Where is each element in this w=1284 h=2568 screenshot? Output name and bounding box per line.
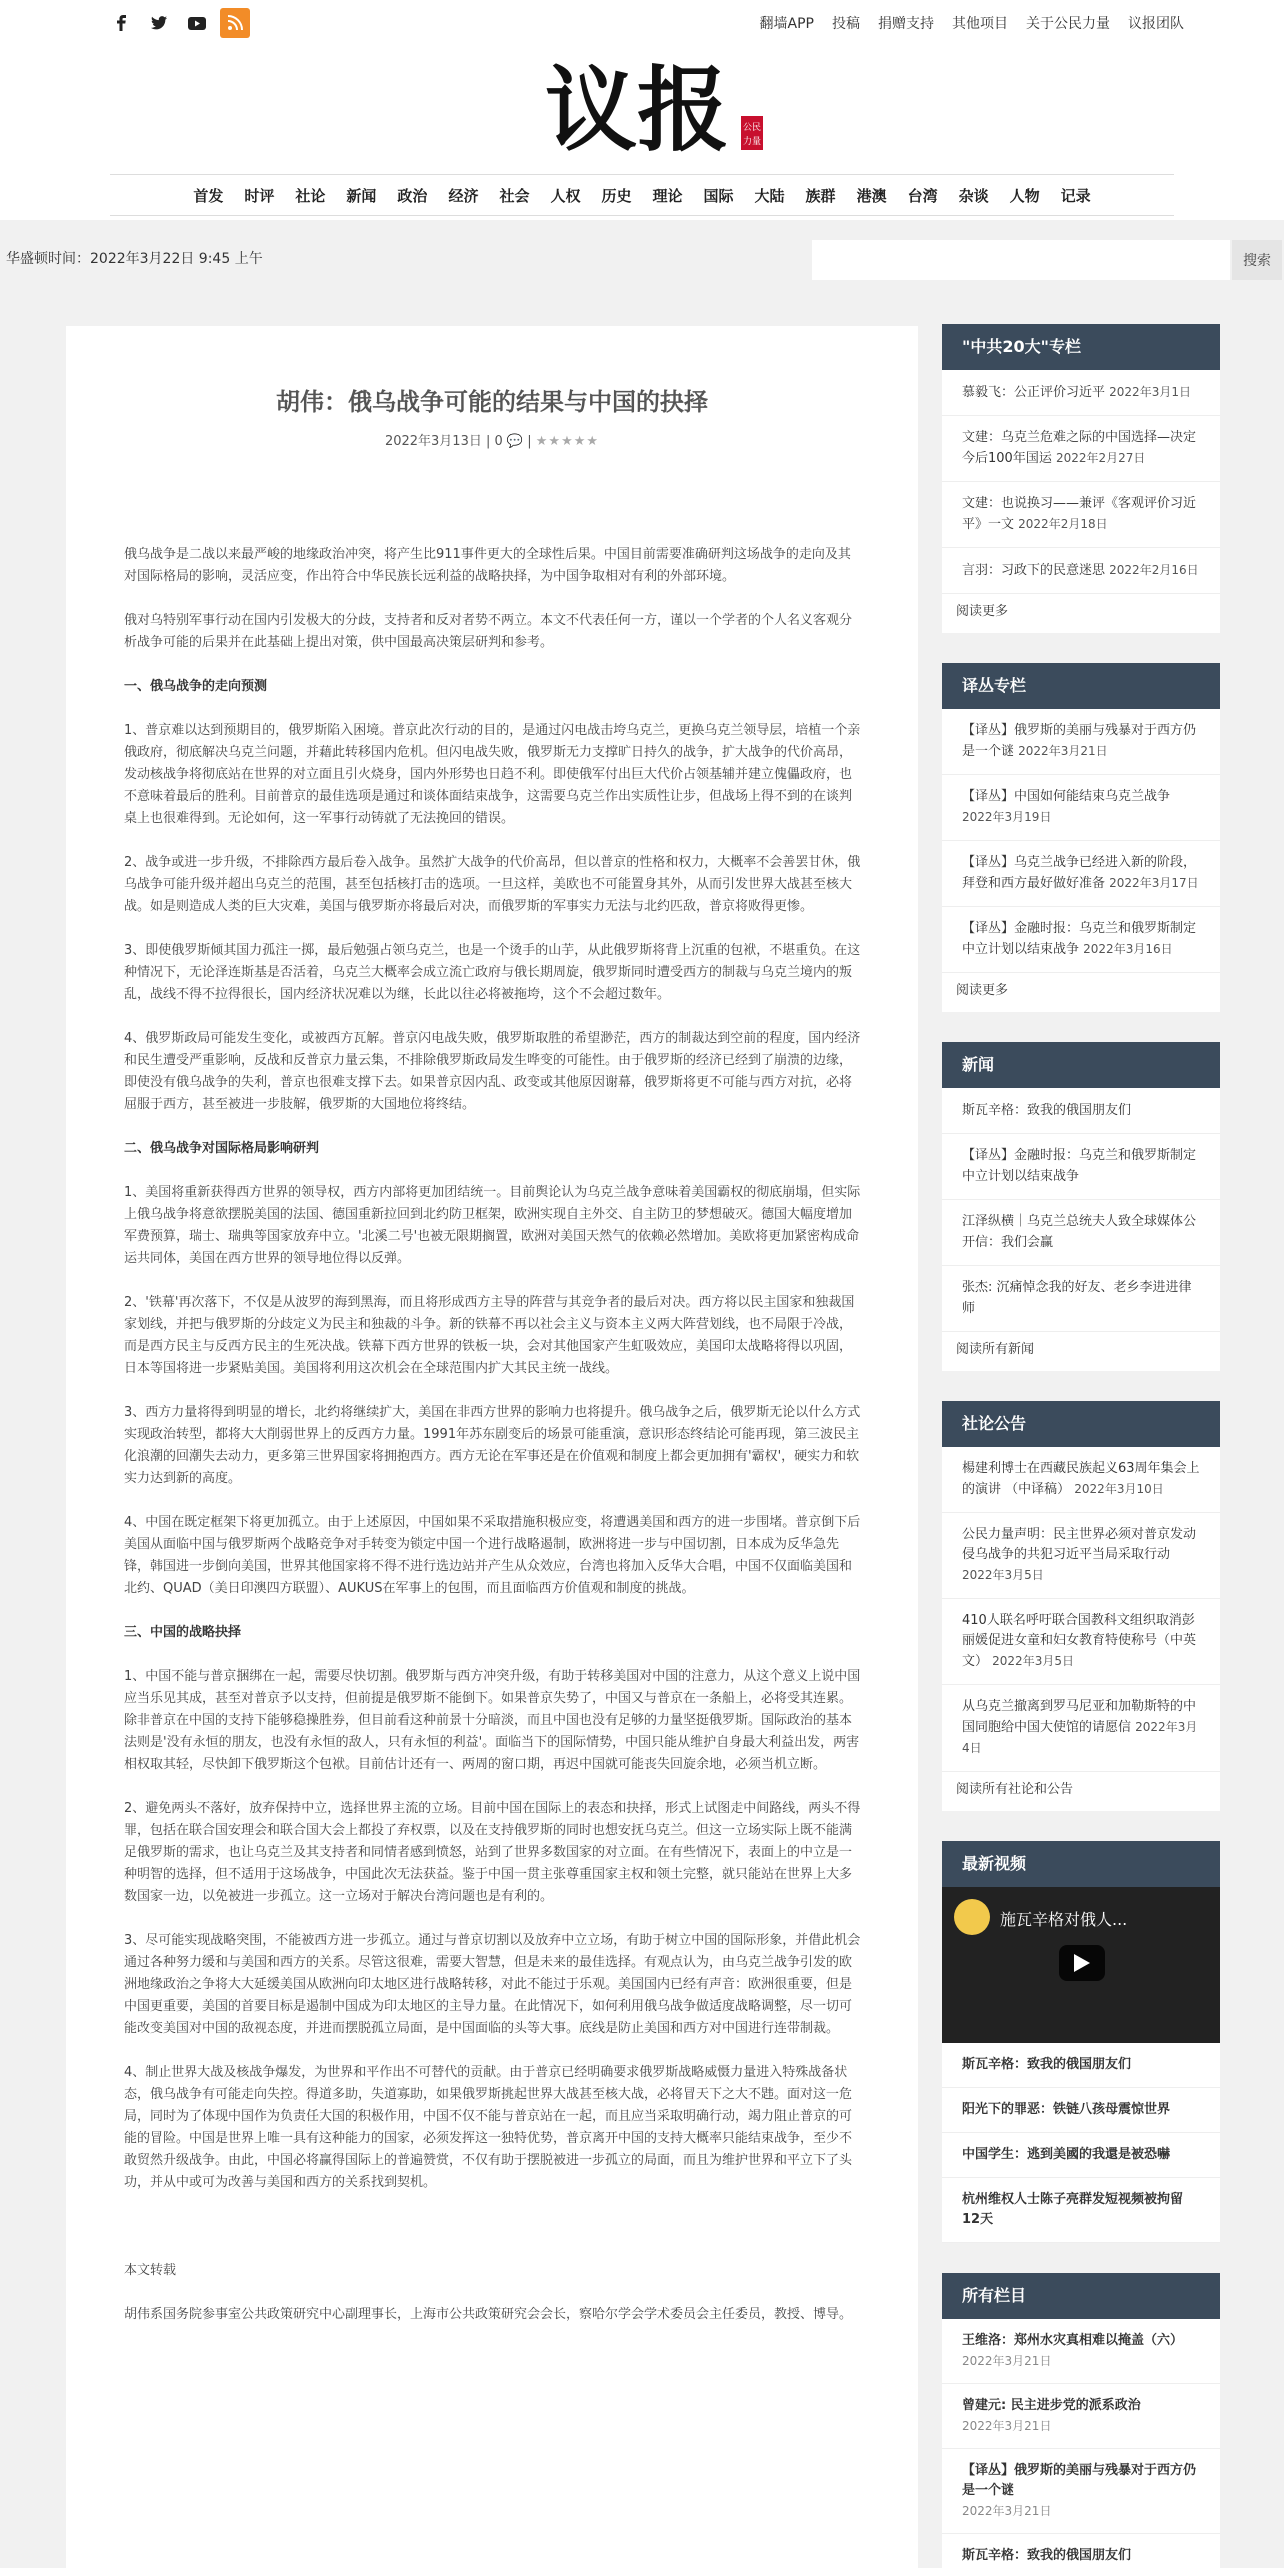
widget-item[interactable] [942, 1200, 1220, 1266]
comment-count[interactable]: 0 [494, 434, 503, 449]
local-time: 华盛顿时间：2022年3月22日 9:45 上午 [6, 251, 263, 267]
widget-item[interactable] [942, 1266, 1220, 1332]
article-paragraph: 俄对乌特别军事行动在国内引发极大的分歧，支持者和反对者势不两立。本文不代表任何一方，谨以一个学者的个人名义客观分析战争可能的后果并在此基础上提出对策，供中国最高决策层研判和参考。 [124, 613, 853, 650]
twitter-icon[interactable] [144, 8, 174, 38]
rss-icon[interactable] [220, 8, 250, 38]
widget-title: 最新视频 [942, 1841, 1220, 1887]
widget-item-date: 2022年3月21日 [1018, 744, 1108, 758]
widget-item[interactable] [942, 1447, 1220, 1513]
column-item-date: 2022年3月21日 [962, 2354, 1052, 2368]
top-link[interactable]: 投稿 [832, 16, 860, 32]
column-item-title[interactable]: 【译丛】俄罗斯的美丽与残暴对于西方仍是一个谜 [962, 2463, 1197, 2498]
widget-item[interactable] [942, 709, 1220, 775]
article-paragraph: 4、制止世界大战及核战争爆发，为世界和平作出不可替代的贡献。由于普京已经明确要求俄罗斯战略威慑力量进入特殊战备状态，俄乌战争有可能走向失控。得道多助，失道寡助，如果俄罗斯挑起世界大战甚至核大战，必将冒天下之大不韪。面对这一危局，同时为了体现中国作为负责任大国的积极作用，中国不仅不能与普京站在一起，而且应当采取明确行动，竭力阻止普京的可能的冒险。中国是世界上唯一具有这种能力的国家，必须发挥这一独特优势，普京离开中国的支持大概率只能结束战争，至少不敢贸然升级战争。由此，中国必将赢得国际上的普遍赞赏，不仅有助于摆脱被进一步孤立的局面，而且为维护世界和平立下了头功，并从中或可为改善与美国和西方的关系找到契机。 [124, 2065, 853, 2190]
widget-item-title[interactable]: 【译丛】金融时报：乌克兰和俄罗斯制定中立计划以结束战争 [962, 1148, 1197, 1184]
video-item[interactable] [942, 2178, 1220, 2243]
widget-item-title[interactable]: 【译丛】俄罗斯的美丽与残暴对于西方仍是一个谜 [962, 723, 1197, 759]
youtube-icon[interactable] [182, 8, 212, 38]
sidebar-widget [942, 1401, 1220, 1811]
sidebar [942, 324, 1220, 2568]
widget-title: "中共20大"专栏 [942, 324, 1220, 370]
channel-avatar [954, 1899, 990, 1935]
nav-item[interactable]: 国际 [703, 186, 734, 205]
site-logo[interactable] [545, 54, 775, 164]
nav-item[interactable]: 经济 [448, 186, 479, 205]
top-link[interactable]: 其他项目 [952, 16, 1008, 32]
widget-item[interactable] [942, 1134, 1220, 1200]
svg-text:公民: 公民 [743, 123, 762, 133]
widget-item-title[interactable]: 【译丛】金融时报：乌克兰和俄罗斯制定中立计划以结束战争 [962, 921, 1197, 957]
widget-item[interactable] [942, 416, 1220, 482]
widget-item-date: 2022年3月19日 [962, 810, 1052, 824]
top-link[interactable]: 翻墙APP [759, 16, 814, 32]
widget-item-title[interactable]: 斯瓦辛格：致我的俄国朋友们 [962, 1103, 1132, 1118]
top-links [760, 13, 1184, 33]
column-item-date: 2022年3月21日 [962, 2504, 1052, 2518]
top-link[interactable]: 关于公民力量 [1026, 16, 1110, 32]
video-item-title[interactable]: 斯瓦辛格：致我的俄国朋友们 [962, 2057, 1132, 2072]
section-heading: 一、俄乌战争的走向预测 [124, 679, 268, 694]
video-item[interactable] [942, 2088, 1220, 2133]
article-paragraph: 俄乌战争是二战以来最严峻的地缘政治冲突，将产生比911事件更大的全球性后果。中国目前需要准确研判这场战争的走向及其对国际格局的影响，灵活应变，作出符合中华民族长远利益的战略抉择，为中国争取相对有利的外部环境。 [124, 547, 851, 584]
column-item[interactable] [942, 2384, 1220, 2449]
column-item[interactable] [942, 2534, 1220, 2568]
widget-title: 译丛专栏 [942, 663, 1220, 709]
widget-item-date: 2022年3月17日 [1109, 876, 1199, 890]
nav-item[interactable]: 时评 [244, 186, 275, 205]
video-widget [942, 1841, 1220, 2243]
search-button[interactable]: 搜索 [1232, 240, 1282, 280]
widget-item[interactable] [942, 841, 1220, 907]
widget-item-title[interactable]: 公民力量声明：民主世界必须对普京发动侵乌战争的共犯习近平当局采取行动 [962, 1527, 1197, 1562]
nav-item[interactable]: 杂谈 [958, 186, 989, 205]
article-paragraph: 1、普京难以达到预期目的，俄罗斯陷入困境。普京此次行动的目的，是通过闪电战击垮乌克兰，更换乌克兰领导层，培植一个亲俄政府，彻底解决乌克兰问题，并藉此转移国内危机。但闪电战失败，俄罗斯无力支撑旷日持久的战争，扩大战争的代价高昂，发动核战争将彻底站在世界的对立面且引火烧身，国内外形势也日趋不利。即使俄军付出巨大代价占领基辅并建立傀儡政府，也不意味着最后的胜利。目前普京的最佳选项是通过和谈体面结束战争，这需要乌克兰作出实质性让步，但战场上得不到的在谈判桌上也很难得到。无论如何，这一军事行动铸就了无法挽回的错误。 [124, 723, 861, 826]
spacer [124, 2216, 862, 2238]
article-paragraph: 3、即使俄罗斯倾其国力孤注一掷，最后勉强占领乌克兰，也是一个烫手的山芋，从此俄罗斯将背上沉重的包袱，不堪重负。在这种情况下，无论泽连斯基是否活着，乌克兰大概率会成立流亡政府与俄长期周旋，俄罗斯同时遭受西方的制裁与乌克兰境内的叛乱，战线不得不拉得很长，国内经济状况难以为继，长此以往必将被拖垮，这个不会超过数年。 [124, 943, 861, 1002]
widget-item-title[interactable]: 慕毅飞：公正评价习近平 [962, 385, 1106, 400]
widget-item-date: 2022年3月5日 [962, 1568, 1044, 1582]
play-icon[interactable] [1059, 1945, 1105, 1981]
column-item[interactable] [942, 2319, 1220, 2384]
site-header [0, 44, 1284, 220]
article-date: 2022年3月13日 [384, 434, 482, 449]
article-body [124, 544, 862, 2348]
widget-item-date: 2022年3月1日 [1109, 385, 1191, 399]
nav-item[interactable]: 台湾 [907, 186, 938, 205]
widget-item-title[interactable]: 文建：乌克兰危难之际的中国选择—决定今后100年国运 [962, 430, 1197, 466]
widget-item[interactable] [942, 1599, 1220, 1685]
all-columns-widget [942, 2273, 1220, 2568]
widget-item[interactable] [942, 1685, 1220, 1772]
nav-item[interactable]: 人权 [550, 186, 581, 205]
nav-item[interactable]: 理论 [652, 186, 683, 205]
widget-item-title[interactable]: 江泽纵横｜乌克兰总统夫人致全球媒体公开信：我们会赢 [962, 1214, 1197, 1250]
widget-title: 所有栏目 [942, 2273, 1220, 2319]
article-paragraph: 2、战争或进一步升级，不排除西方最后卷入战争。虽然扩大战争的代价高昂，但以普京的性格和权力，大概率不会善罢甘休，俄乌战争可能升级并超出乌克兰的范围，甚至包括核打击的选项。一旦这样，美欧也不可能置身其外，从而引发世界大战甚至核大战。如是则造成人类的巨大灾难，美国与俄罗斯亦将最后对决，而俄罗斯的军事实力无法与北约匹敌，普京将败得更惨。 [124, 855, 861, 914]
widget-item-title[interactable]: 【译丛】中国如何能结束乌克兰战争 [962, 789, 1171, 804]
widget-item-date: 2022年3月10日 [1074, 1482, 1164, 1496]
facebook-icon[interactable] [106, 8, 136, 38]
rating-stars-icon[interactable]: ★★★★★ [535, 434, 600, 449]
article-container [66, 326, 918, 2568]
main-nav [110, 174, 1174, 216]
widget-item[interactable] [942, 548, 1220, 594]
article-paragraph: 1、美国将重新获得西方世界的领导权，西方内部将更加团结统一。目前舆论认为乌克兰战争意味着美国霸权的彻底崩塌，但实际上俄乌战争将意欲摆脱美国的法国、德国重新拉回到北约防卫框架，欧洲实现自主外交、自主防卫的梦想破灭。德国大幅度增加军费预算，瑞士、瑞典等国家放弃中立。'北溪二号'也被无限期搁置，欧洲对美国天然气的依赖必然增加。美欧将更加紧密构成命运共同体，美国在西方世界的领导地位得以反弹。 [124, 1185, 861, 1266]
widget-item-title[interactable]: 张杰: 沉痛悼念我的好友、老乡李进进律师 [962, 1280, 1192, 1316]
nav-item[interactable]: 人物 [1009, 186, 1040, 205]
widget-item-title[interactable]: 410人联名呼吁联合国教科文组织取消彭丽媛促进女童和妇女教育特使称号（中英文） [962, 1613, 1197, 1669]
search-input[interactable] [812, 240, 1230, 280]
article-meta: 2022年3月13日 | 0 💬 | ★★★★★ [384, 434, 600, 449]
nav-item[interactable]: 港澳 [856, 186, 887, 205]
top-link[interactable]: 议报团队 [1128, 16, 1184, 32]
widget-title: 社论公告 [942, 1401, 1220, 1447]
widget-item-title[interactable]: 【译丛】乌克兰战争已经进入新的阶段，拜登和西方最好做好准备 [962, 855, 1197, 891]
widget-item[interactable] [942, 482, 1220, 548]
svg-text:议报: 议报 [545, 56, 730, 164]
nav-item[interactable]: 社会 [499, 186, 530, 205]
nav-item[interactable]: 历史 [601, 186, 632, 205]
nav-item[interactable]: 族群 [805, 186, 836, 205]
video-title: 施瓦辛格对俄人... [1000, 1910, 1128, 1929]
video-item[interactable] [942, 2043, 1220, 2088]
nav-item[interactable]: 记录 [1060, 186, 1091, 205]
video-item-title[interactable]: 杭州维权人士陈子亮群发短视频被拘留12天 [962, 2192, 1184, 2227]
widget-item-date: 2022年2月18日 [1018, 517, 1108, 531]
widget-item-title[interactable]: 文建：也说换习——兼评《客观评价习近平》一文 [962, 496, 1197, 532]
widget-item-title[interactable]: 楊建利博士在西藏民族起义63周年集会上的演讲 （中译稿） [962, 1461, 1200, 1497]
top-link[interactable]: 捐赠支持 [878, 16, 934, 32]
column-item[interactable] [942, 2449, 1220, 2534]
widget-item-title[interactable]: 言羽：习政下的民意迷思 [962, 563, 1106, 578]
widget-item[interactable] [942, 775, 1220, 841]
social-links [106, 8, 250, 38]
column-item-title[interactable]: 斯瓦辛格：致我的俄国朋友们 [962, 2548, 1132, 2563]
widget-item-date: 2022年3月16日 [1083, 942, 1173, 956]
video-item-title[interactable]: 中国学生：逃到美國的我還是被恐嚇 [962, 2147, 1171, 2162]
section-heading: 三、中国的战略抉择 [124, 1625, 242, 1640]
article-paragraph: 1、中国不能与普京捆绑在一起，需要尽快切割。俄罗斯与西方冲突升级，有助于转移美国对中国的注意力，从这个意义上说中国应当乐见其成，甚至对普京予以支持，但前提是俄罗斯不能倒下。如果普京失势了，中国又与普京在一条船上，必将受其连累。除非普京在中国的支持下能够稳操胜券，但目前看这种前景十分暗淡，而且中国也没有足够的力量坚挺俄罗斯。国际政治的基本法则是'没有永恒的朋友，也没有永恒的敌人，只有永恒的利益'。面临当下的国际情势，中国只能从维护自身最大利益出发，两害相权取其轻，尽快卸下俄罗斯这个包袱。目前估计还有一、两周的窗口期，再迟中国就可能丧失回旋余地，必须当机立断。 [124, 1669, 861, 1772]
column-item-date: 2022年3月21日 [962, 2419, 1052, 2433]
column-item-title[interactable]: 曾建元: 民主进步党的派系政治 [962, 2398, 1141, 2413]
video-player[interactable] [942, 1887, 1220, 2043]
nav-item[interactable]: 大陆 [754, 186, 785, 205]
widget-item-date: 2022年3月5日 [992, 1654, 1074, 1668]
sidebar-widget [942, 663, 1220, 1012]
widget-item[interactable] [942, 907, 1220, 973]
read-more-link[interactable]: 阅读更多 [956, 983, 1009, 998]
read-more-link[interactable]: 阅读更多 [956, 604, 1009, 619]
video-item[interactable] [942, 2133, 1220, 2178]
column-item-title[interactable]: 王维洛：郑州水灾真相难以掩盖（六） [962, 2333, 1184, 2348]
read-more-link[interactable]: 阅读所有新闻 [956, 1342, 1035, 1357]
widget-item-date: 2022年3月4日 [962, 1720, 1198, 1755]
widget-item[interactable] [942, 1513, 1220, 1599]
sidebar-widget [942, 1042, 1220, 1371]
article-paragraph: 本文转载 [124, 2263, 177, 2278]
nav-item[interactable]: 政治 [397, 186, 428, 205]
article-paragraph: 4、中国在既定框架下将更加孤立。由于上述原因，中国如果不采取措施积极应变，将遭遇美国和西方的进一步围堵。普京倒下后美国从面临中国与俄罗斯两个战略竞争对手转变为锁定中国一个进行战略遏制，欧洲将进一步与中国切割，日本成为反华急先锋，韩国进一步倒向美国，世界其他国家将不得不进行选边站并产生从众效应，台湾也将加入反华大合唱，中国不仅面临美国和北约、QUAD（美日印澳四方联盟）、AUKUS在军事上的包围，而且面临西方价值观和制度的挑战。 [124, 1515, 861, 1596]
article-paragraph: 胡伟系国务院参事室公共政策研究中心副理事长，上海市公共政策研究会会长，察哈尔学会学术委员会主任委员，教授、博导。 [124, 2307, 853, 2322]
nav-item[interactable]: 新闻 [346, 186, 377, 205]
article-paragraph: 3、西方力量将得到明显的增长，北约将继续扩大，美国在非西方世界的影响力也将提升。俄乌战争之后，俄罗斯无论以什么方式实现政治转型，都将大大削弱世界上的反西方力量。1991年苏东剧变后的场景可能重演，意识形态终结论可能再现，第三波民主化浪潮的回潮失去动力，更多第三世界国家将拥抱西方。西方无论在军事还是在价值观和制度上都会更加拥有'霸权'，硬实力和软实力达到新的高度。 [124, 1405, 861, 1486]
sidebar-widget [942, 324, 1220, 633]
top-bar [0, 0, 1284, 44]
widget-item-date: 2022年2月16日 [1109, 563, 1199, 577]
comment-icon: 💬 [506, 434, 524, 449]
widget-item[interactable] [942, 370, 1220, 416]
video-item-title[interactable]: 阳光下的罪恶：铁链八孩母震惊世界 [962, 2102, 1171, 2117]
svg-text:力量: 力量 [743, 137, 762, 147]
widget-item[interactable] [942, 1088, 1220, 1134]
widget-item-title[interactable]: 从乌克兰撤离到罗马尼亚和加勒斯特的中国同胞给中国大使馆的请愿信 [962, 1699, 1197, 1735]
read-more-link[interactable]: 阅读所有社论和公告 [956, 1782, 1074, 1797]
article-paragraph: 2、'铁幕'再次落下，不仅是从波罗的海到黑海，而且将形成西方主导的阵营与其竞争者的最后对决。西方将以民主国家和独裁国家划线，并把与俄罗斯的分歧定义为民主和独裁的斗争。新的铁幕不再以社会主义与资本主义两大阵营划线，也不局限于冷战，而是西方民主与反西方民主的生死决战。铁幕下西方世界的铁板一块，会对其他国家产生虹吸效应，美国印太战略将得以巩固，日本等国将进一步紧贴美国。美国将利用这次机会在全球范围内扩大其民主统一战线。 [124, 1295, 855, 1376]
article-title: 胡伟：俄乌战争可能的结果与中国的抉择 [276, 388, 708, 416]
article-paragraph: 4、俄罗斯政局可能发生变化，或被西方瓦解。普京闪电战失败，俄罗斯取胜的希望渺茫，西方的制裁达到空前的程度，国内经济和民生遭受严重影响，反战和反普京力量云集，不排除俄罗斯政局发生哗变的可能性。由于俄罗斯的经济已经到了崩溃的边缘，即使没有俄乌战争的失利，普京也很难支撑下去。如果普京因内乱、政变或其他原因谢幕，俄罗斯将更不可能与西方对抗，必将屈服于西方，甚至被进一步肢解，俄罗斯的大国地位将终结。 [124, 1031, 861, 1112]
widget-item-date: 2022年2月27日 [1055, 451, 1146, 465]
article-paragraph: 2、避免两头不落好，放弃保持中立，选择世界主流的立场。目前中国在国际上的表态和抉择，形式上试图走中间路线，两头不得罪，包括在联合国安理会和联合国大会上都投了弃权票，以及在支持俄罗斯的同时也想安抚乌克兰。但这一立场实际上既不能满足俄罗斯的需求，也让乌克兰及其支持者和同情者感到愤怒，站到了世界多数国家的对立面。在有些情况下，表面上的中立是一种明智的选择，但不适用于这场战争，中国此次无法获益。鉴于中国一贯主张尊重国家主权和领土完整，就只能站在世界上大多数国家一边，以免被进一步孤立。这一立场对于解决台湾问题也是有利的。 [124, 1801, 861, 1904]
nav-item[interactable]: 社论 [295, 186, 326, 205]
widget-title: 新闻 [942, 1042, 1220, 1088]
time-search-bar [0, 220, 1284, 284]
nav-item[interactable]: 首发 [193, 186, 224, 205]
section-heading: 二、俄乌战争对国际格局影响研判 [124, 1141, 320, 1156]
article-paragraph: 3、尽可能实现战略突围，不能被西方进一步孤立。通过与普京切割以及放弃中立立场，有助于树立中国的国际形象，并借此机会通过各种努力缓和与美国和西方的关系。尽管这很难，需要大智慧，但是未来的最佳选择。有观点认为，由乌克兰战争引发的欧洲地缘政治之争将大大延缓美国从欧洲向印太地区进行战略转移，对此不能过于乐观。美国国内已经有声音：欧洲很重要，但是中国更重要，美国的首要目标是遏制中国成为印太地区的主导力量。在此情况下，如何利用俄乌战争做适度战略调整，尽一切可能改变美国对中国的敌视态度，并进而摆脱孤立局面，是中国面临的头等大事。底线是防止美国和西方对中国进行连带制裁。 [124, 1933, 861, 2036]
